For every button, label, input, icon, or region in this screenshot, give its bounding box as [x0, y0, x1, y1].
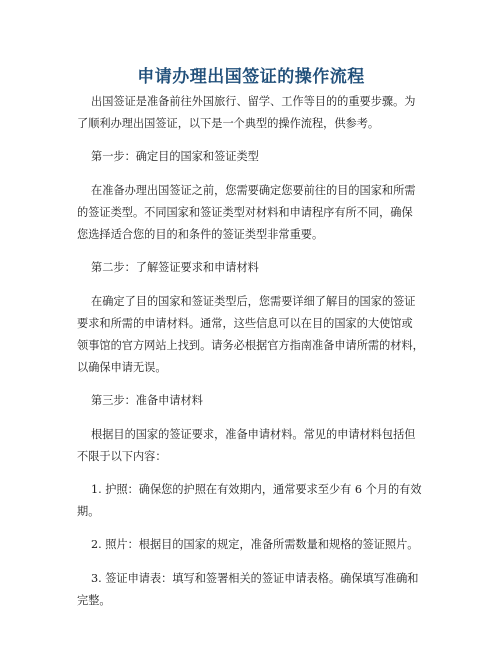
- step3-line-2: 不限于以下内容：: [77, 450, 167, 463]
- list-item-3-line-1: 3. 签证申请表：填写和签署相关的签证申请表格。确保填写准确和: [91, 572, 419, 585]
- step3-heading: 第三步：准备申请材料: [91, 394, 203, 407]
- step2-line-1: 在确定了目的国家和签证类型后，您需要详细了解目的国家的签证: [91, 295, 416, 308]
- step1-line-2: 的签证类型。不同国家和签证类型对材料和申请程序有所不同，确保: [77, 206, 413, 219]
- step2-line-4: 以确保申请无误。: [77, 361, 167, 374]
- list-item-2-line-1: 2. 照片：根据目的国家的规定，准备所需数量和规格的签证照片。: [91, 538, 419, 551]
- step2-heading: 第二步：了解签证要求和申请材料: [91, 261, 259, 274]
- intro-line-1: 出国签证是准备前往外国旅行、留学、工作等目的的重要步骤。为: [91, 95, 416, 108]
- step2-line-3: 领事馆的官方网站上找到。请务必根据官方指南准备申请所需的材料，: [77, 339, 424, 352]
- step1-line-1: 在准备办理出国签证之前，您需要确定您要前往的目的国家和所需: [91, 184, 416, 197]
- intro-line-2: 了顺利办理出国签证，以下是一个典型的操作流程，供参考。: [77, 117, 380, 130]
- list-item-1-line-1: 1. 护照：确保您的护照在有效期内，通常要求至少有 6 个月的有效: [91, 483, 422, 496]
- step3-line-1: 根据目的国家的签证要求，准备申请材料。常见的申请材料包括但: [91, 428, 416, 441]
- step1-line-3: 您选择适合您的目的和条件的签证类型非常重要。: [77, 228, 324, 241]
- step2-line-2: 要求和所需的申请材料。通常，这些信息可以在目的国家的大使馆或: [77, 317, 413, 330]
- list-item-3-line-2: 完整。: [77, 594, 111, 607]
- list-item-1-line-2: 期。: [77, 505, 100, 518]
- document-title: 申请办理出国签证的操作流程: [137, 67, 365, 87]
- step1-heading: 第一步：确定目的国家和签证类型: [91, 150, 259, 163]
